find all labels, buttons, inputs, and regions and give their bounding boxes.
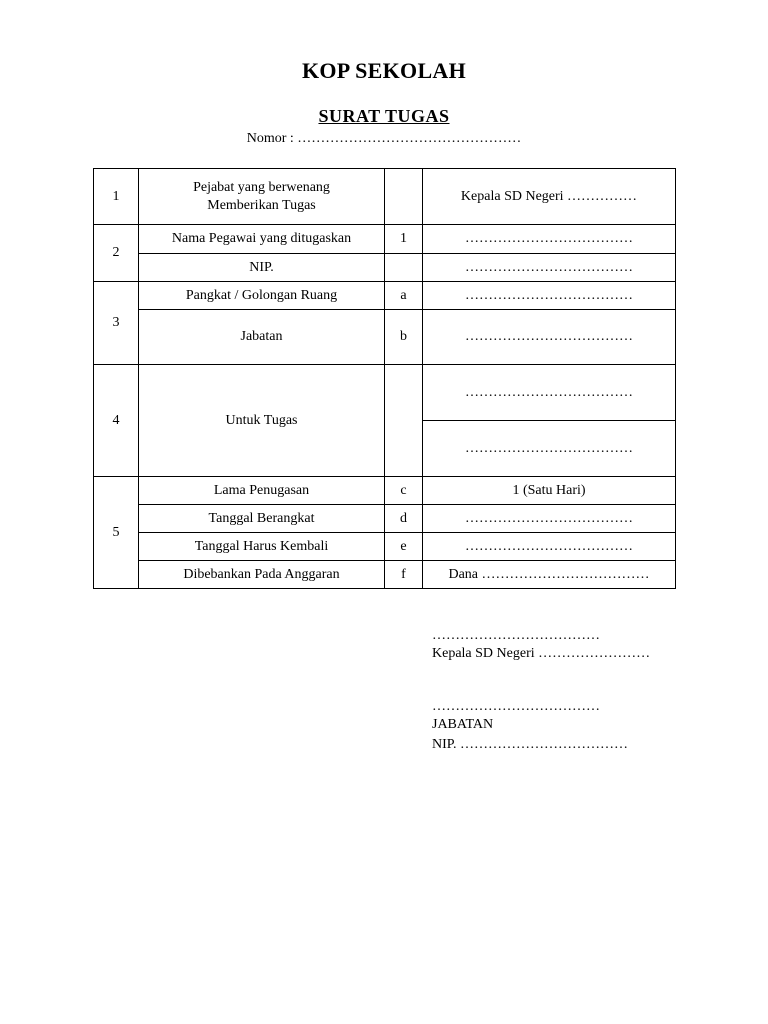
row-value: ……………………………… xyxy=(423,282,676,310)
letter-number: Nomor : ………………………………………… xyxy=(246,131,522,146)
row-label: Lama Penugasan xyxy=(139,477,385,505)
row-value: ……………………………… xyxy=(423,421,676,477)
row-label: Jabatan xyxy=(139,310,385,365)
row-number: 3 xyxy=(94,282,139,365)
row-code xyxy=(385,365,423,477)
signature-nip: NIP. ……………………………… xyxy=(432,737,629,752)
table-row xyxy=(94,505,676,533)
row-value: Kepala SD Negeri …………… xyxy=(423,169,676,225)
table-row xyxy=(94,477,676,505)
row-code: a xyxy=(385,282,423,310)
table-row xyxy=(94,282,676,310)
row-value: ……………………………… xyxy=(423,225,676,254)
table-row xyxy=(94,365,676,421)
table-row xyxy=(94,533,676,561)
row-value: ……………………………… xyxy=(423,365,676,421)
signature-jabatan: JABATAN xyxy=(432,717,494,732)
row-label: Tanggal Berangkat xyxy=(139,505,385,533)
document-title-wrap xyxy=(0,106,768,127)
row-number: 5 xyxy=(94,477,139,589)
row-label: NIP. xyxy=(139,254,385,282)
row-number: 1 xyxy=(94,169,139,225)
school-letterhead: KOP SEKOLAH xyxy=(301,58,467,83)
row-code: f xyxy=(385,561,423,589)
row-label: Pangkat / Golongan Ruang xyxy=(139,282,385,310)
row-code: b xyxy=(385,310,423,365)
row-label: Untuk Tugas xyxy=(139,365,385,477)
label-line: Memberikan Tugas xyxy=(207,197,316,213)
row-label: Dibebankan Pada Anggaran xyxy=(139,561,385,589)
row-code xyxy=(385,169,423,225)
row-value: ……………………………… xyxy=(423,505,676,533)
row-code xyxy=(385,254,423,282)
row-value: ……………………………… xyxy=(423,310,676,365)
label-line: Pejabat yang berwenang xyxy=(193,179,330,195)
row-code: 1 xyxy=(385,225,423,254)
table-row xyxy=(94,561,676,589)
table-row xyxy=(94,254,676,282)
row-label: Nama Pegawai yang ditugaskan xyxy=(139,225,385,254)
row-code: e xyxy=(385,533,423,561)
row-value: ……………………………… xyxy=(423,533,676,561)
signature-place-date: ……………………………… xyxy=(432,628,600,643)
row-code: c xyxy=(385,477,423,505)
table-row xyxy=(94,225,676,254)
row-value: Dana ……………………………… xyxy=(423,561,676,589)
signature-position: Kepala SD Negeri …………………… xyxy=(432,646,651,661)
signature-name: ……………………………… xyxy=(432,699,600,714)
table-row xyxy=(94,169,676,225)
row-number: 4 xyxy=(94,365,139,477)
document-title: SURAT TUGAS xyxy=(318,106,450,126)
assignment-table xyxy=(93,168,676,589)
table-row xyxy=(94,310,676,365)
row-value: ……………………………… xyxy=(423,254,676,282)
row-label xyxy=(139,169,385,225)
row-number: 2 xyxy=(94,225,139,282)
row-label: Tanggal Harus Kembali xyxy=(139,533,385,561)
row-code: d xyxy=(385,505,423,533)
row-value: 1 (Satu Hari) xyxy=(423,477,676,505)
